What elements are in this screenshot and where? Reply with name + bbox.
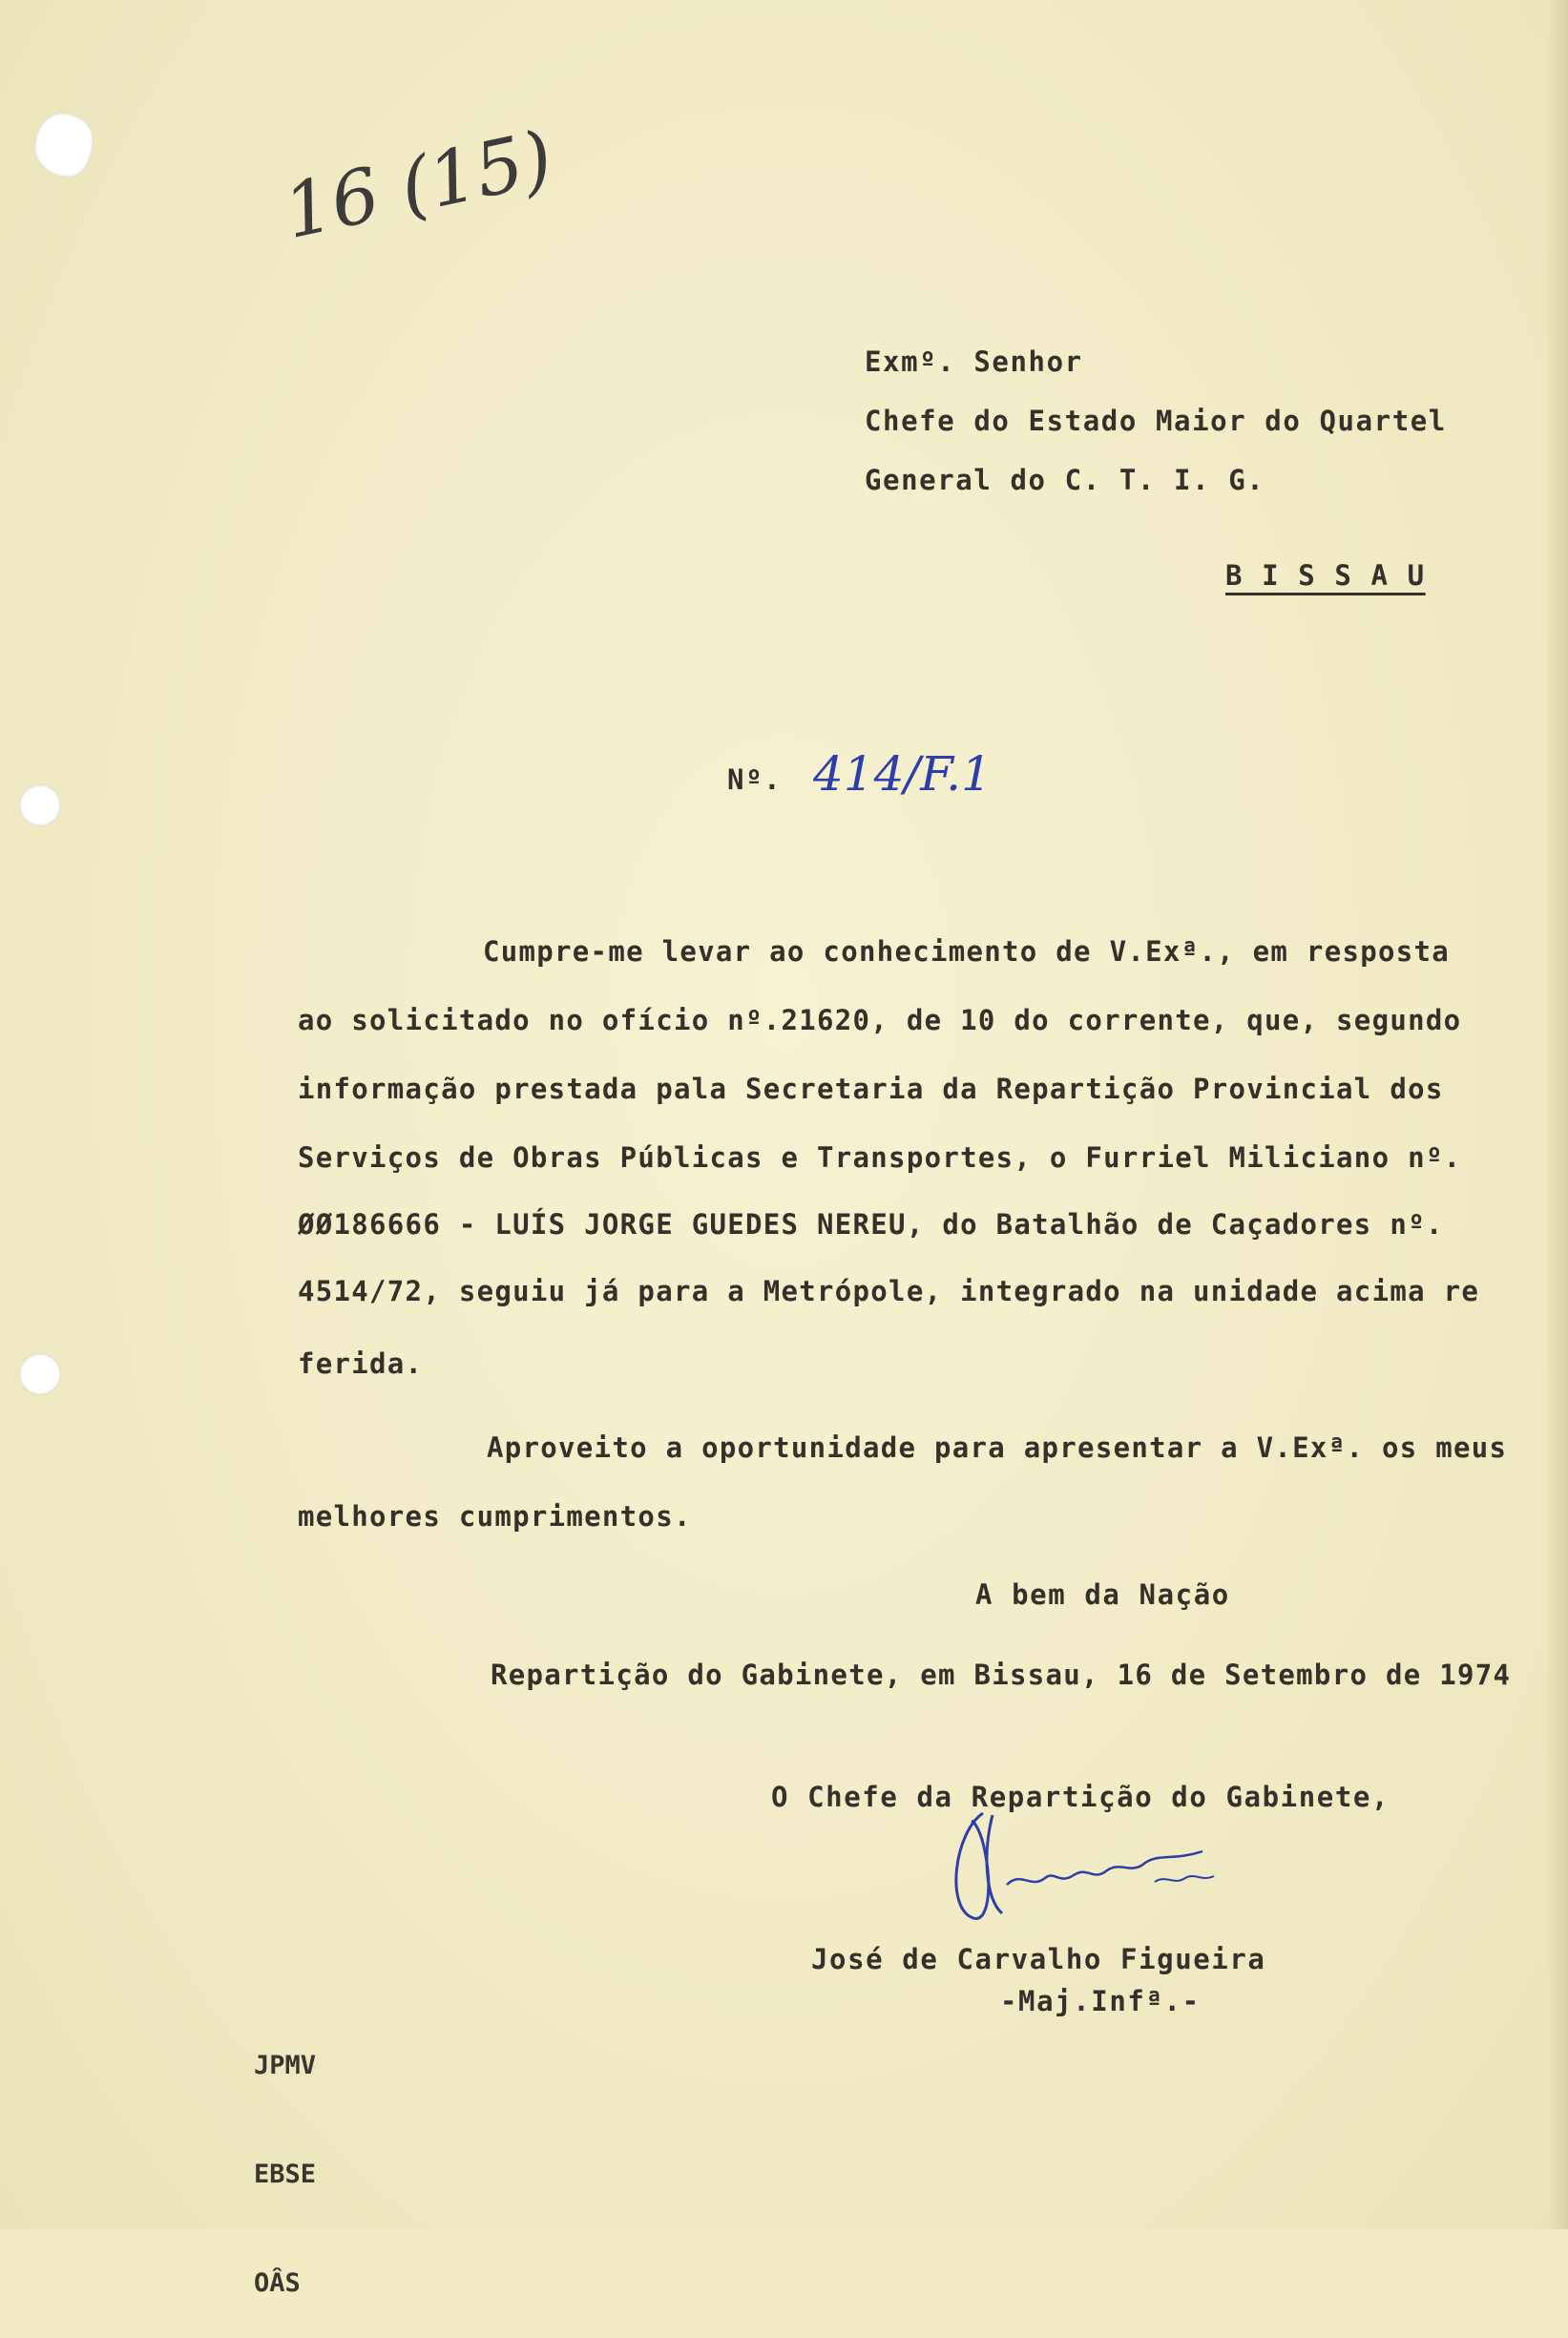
body-line: 4514/72, seguiu já para a Metrópole, integrado na unidade acima re [298, 1275, 1480, 1307]
paper-edge [1547, 0, 1568, 2229]
initials-line: EBSE [254, 2160, 317, 2189]
signatory-name: José de Carvalho Figueira [811, 1943, 1266, 1975]
punch-hole-top [19, 784, 61, 826]
body-line: Serviços de Obras Públicas e Transportes, o Furriel Miliciano nº. [298, 1141, 1462, 1174]
body-line: ØØ186666 - LUÍS JORGE GUEDES NEREU, do Batalhão de Caçadores nº. [298, 1208, 1444, 1241]
body-line: Aproveito a oportunidade para apresentar a V.Exª. os meus [487, 1431, 1508, 1464]
body-line: melhores cumprimentos. [298, 1500, 692, 1533]
signatory-rank: -Maj.Infª.- [1000, 1985, 1201, 2017]
initials-line: OÂS [254, 2268, 301, 2298]
initials-line: JPMV [254, 2051, 317, 2080]
closing-motto: A bem da Nação [975, 1578, 1230, 1611]
addressee-line-2: General do C. T. I. G. [865, 464, 1265, 496]
body-line: ferida. [298, 1347, 424, 1380]
reference-number: 414/F.1 [813, 746, 992, 802]
punch-hole-bottom [19, 1353, 61, 1395]
signature-mark [916, 1794, 1241, 1937]
addressee-line-1: Chefe do Estado Maior do Quartel [865, 405, 1447, 437]
body-line: ao solicitado no ofício nº.21620, de 10 do corrente, que, segundo [298, 1004, 1462, 1036]
torn-punch-hole [34, 113, 94, 177]
folio-number: 16 (15) [277, 115, 560, 257]
reference-prefix: Nº. [727, 763, 783, 796]
signatory-role: O Chefe da Repartição do Gabinete, [771, 1781, 1390, 1813]
salutation: Exmº. Senhor [865, 345, 1083, 378]
body-line: Cumpre-me levar ao conhecimento de V.Exª., em resposta [483, 935, 1451, 968]
place-date: Repartição do Gabinete, em Bissau, 16 de Setembro de 1974 [491, 1659, 1512, 1691]
addressee-city: B I S S A U [1225, 559, 1426, 592]
initials-block [254, 1975, 316, 2338]
body-line: informação prestada pala Secretaria da Repartição Provincial dos [298, 1073, 1444, 1105]
